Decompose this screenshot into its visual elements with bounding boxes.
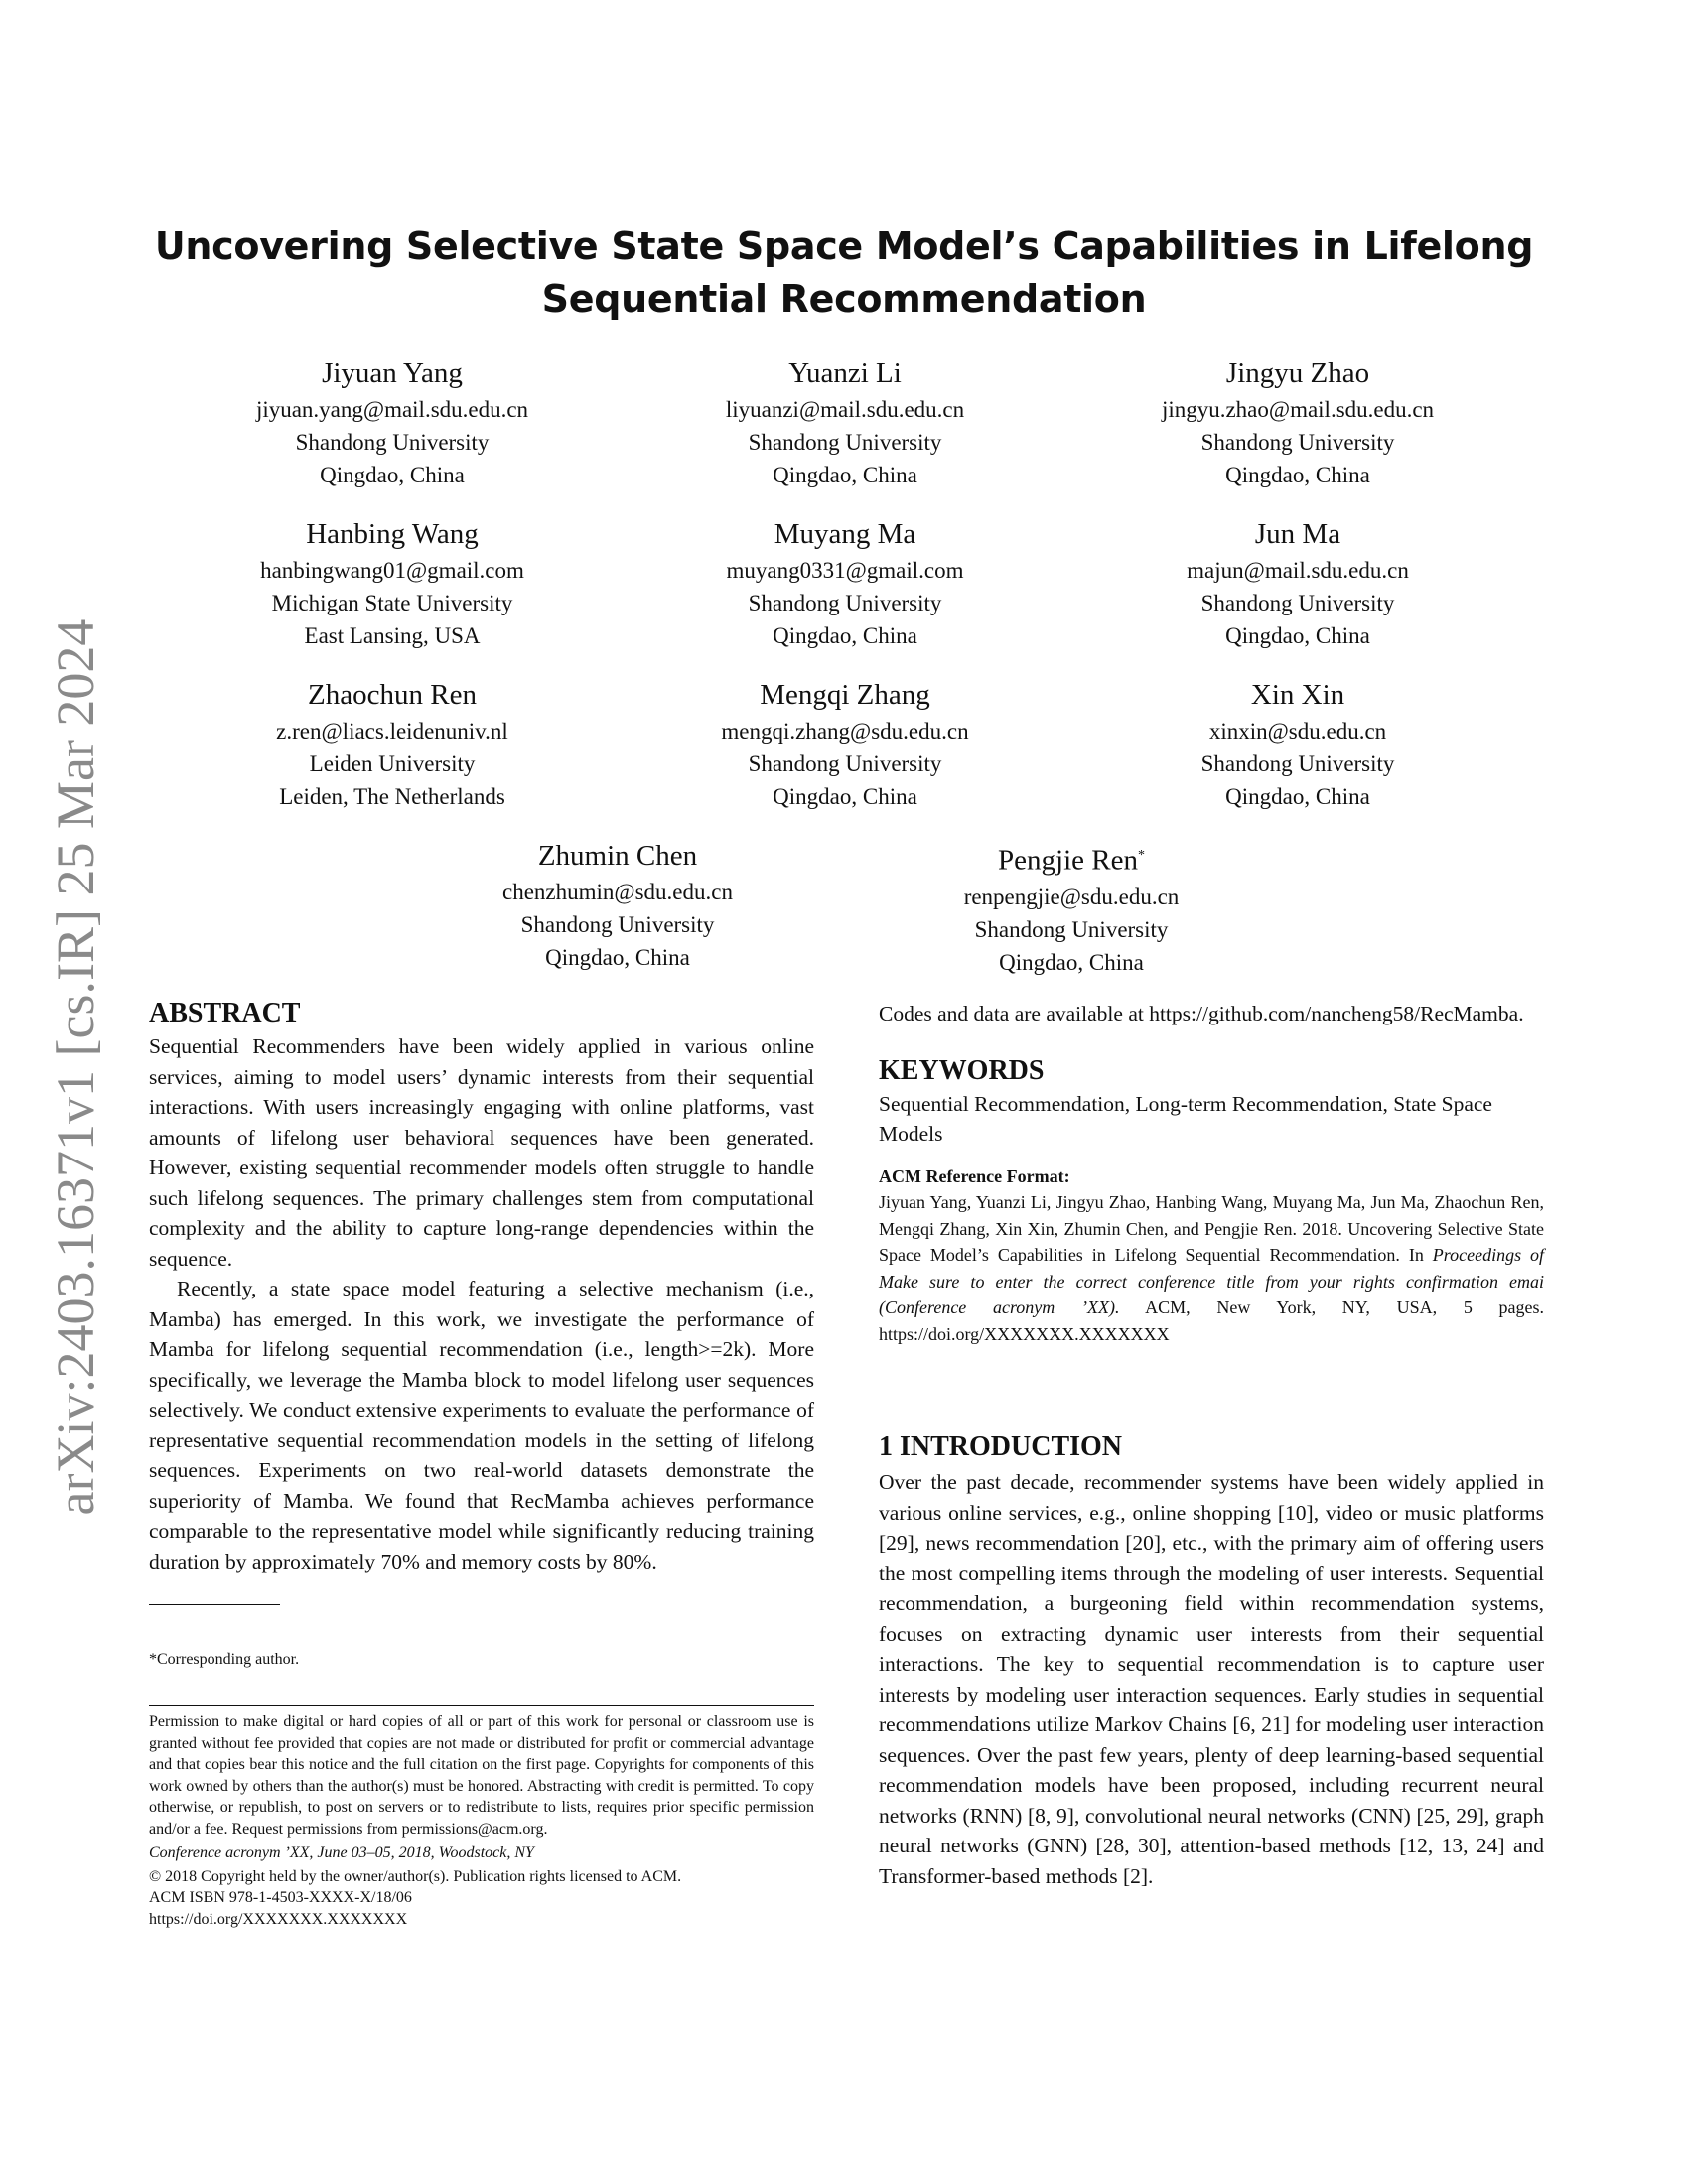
isbn-text: ACM ISBN 978-1-4503-XXXX-X/18/06 bbox=[149, 1889, 412, 1906]
introduction-paragraph: Over the past decade, recommender systems have been widely applied in various online services, e.g., online shopping [10], video or music platforms [29], news recommendation [20], etc., with the primary aim of offering users the most compelling items through the modeling of user interests. Sequential recommendation, a burgeoning field within recommendation systems, focuses on extracting dynamic user interests from their sequential interactions. The key to sequential recommendation is to capture user interests by modeling user interaction sequences. Early studies in sequential recommendations utilize Markov Chains [6, 21] for modeling user interaction sequences. Over the past few years, plenty of deep learning-based sequential recommendation models have been proposed, including recurrent neural networks (RNN) [8, 9], convolutional neural networks (CNN) [25, 29], graph neural networks (GNN) [28, 30], attention-based methods [12, 13, 24] and Transformer-based methods [2]. bbox=[879, 1470, 1544, 1888]
footnote-corresponding: *Corresponding author. bbox=[149, 1651, 300, 1668]
permission-rule bbox=[149, 1705, 814, 1706]
permission-block bbox=[149, 1711, 814, 1930]
author-name: Hanbing Wang bbox=[306, 518, 479, 550]
author-email[interactable]: xinxin@sdu.edu.cn bbox=[1208, 719, 1387, 744]
author-name: Xin Xin bbox=[1250, 679, 1345, 711]
author-block bbox=[164, 355, 621, 491]
author-email[interactable]: mengqi.zhang@sdu.edu.cn bbox=[721, 719, 969, 744]
author-location: Qingdao, China bbox=[1225, 623, 1370, 648]
doi-link[interactable]: https://doi.org/XXXXXXX.XXXXXXX bbox=[149, 1910, 408, 1928]
author-name: Mengqi Zhang bbox=[760, 679, 930, 711]
author-affiliation: Shandong University bbox=[295, 430, 490, 455]
author-affiliation: Shandong University bbox=[748, 751, 942, 776]
author-location: Qingdao, China bbox=[320, 463, 465, 487]
copyright-text: © 2018 Copyright held by the owner/author(s). Publication rights licensed to ACM. bbox=[149, 1867, 682, 1885]
author-location: Qingdao, China bbox=[1225, 463, 1370, 487]
author-block bbox=[164, 677, 621, 813]
author-location: Leiden, The Netherlands bbox=[279, 784, 505, 809]
author-location: Qingdao, China bbox=[1225, 784, 1370, 809]
acm-reference bbox=[879, 1163, 1544, 1348]
author-email[interactable]: majun@mail.sdu.edu.cn bbox=[1187, 558, 1409, 583]
author-location: Qingdao, China bbox=[773, 623, 917, 648]
author-block bbox=[617, 677, 1073, 813]
paper-title: Uncovering Selective State Space Model’s Capabilities in Lifelong Sequential Recommendation bbox=[154, 224, 1534, 321]
code-availability: Codes and data are available at https://github.com/nancheng58/RecMamba. bbox=[879, 1002, 1524, 1025]
acm-reference-doi: ACM, New York, NY, USA, 5 pages. https://doi.org/XXXXXXX.XXXXXXX bbox=[879, 1297, 1544, 1344]
author-block bbox=[164, 516, 621, 652]
author-location: Qingdao, China bbox=[999, 949, 1144, 975]
arxiv-stamp-text: arXiv:2403.16371v1 [cs.IR] 25 Mar 2024 bbox=[46, 618, 105, 1516]
author-location: Qingdao, China bbox=[773, 784, 917, 809]
author-name: Zhaochun Ren bbox=[308, 679, 477, 711]
author-email[interactable]: liyuanzi@mail.sdu.edu.cn bbox=[725, 397, 965, 422]
author-email[interactable]: jiyuan.yang@mail.sdu.edu.cn bbox=[255, 397, 529, 422]
footnote-rule bbox=[149, 1604, 280, 1605]
author-name: Zhumin Chen bbox=[537, 840, 698, 872]
abstract-heading: ABSTRACT bbox=[149, 998, 301, 1028]
author-affiliation: Shandong University bbox=[1200, 430, 1395, 455]
author-location: Qingdao, China bbox=[773, 463, 917, 487]
author-location: Qingdao, China bbox=[545, 945, 690, 970]
abstract-section bbox=[149, 996, 814, 1576]
author-name: Jun Ma bbox=[1254, 518, 1341, 550]
author-affiliation: Shandong University bbox=[1200, 751, 1395, 776]
author-name: Jiyuan Yang bbox=[322, 357, 463, 389]
author-block bbox=[1069, 355, 1526, 491]
author-email[interactable]: renpengjie@sdu.edu.cn bbox=[963, 884, 1180, 909]
author-name: Yuanzi Li bbox=[788, 357, 902, 389]
author-block bbox=[843, 838, 1300, 979]
author-name: Pengjie Ren* bbox=[998, 844, 1145, 877]
acm-reference-venue: Proceedings of Make sure to enter the correct conference title from your rights confirmation emai (Conference acronym ’XX). bbox=[879, 1245, 1544, 1317]
author-email[interactable]: jingyu.zhao@mail.sdu.edu.cn bbox=[1161, 397, 1435, 422]
right-column bbox=[879, 999, 1544, 1888]
abstract-paragraph: Recently, a state space model featuring a selective mechanism (i.e., Mamba) has emerged. In this work, we investigate the performance of Mamba for lifelong sequential recommendation (i.e., length>=2k). More specifically, we leverage the Mamba block to model lifelong user sequences selectively. We conduct extensive experiments to evaluate the performance of representative sequential recommendation models in the setting of lifelong sequences. Experiments on two real-world datasets demonstrate the superiority of Mamba. We found that RecMamba achieves performance comparable to the representative model while significantly reducing training duration by approximately 70% and memory costs by 80%. bbox=[149, 1277, 814, 1573]
author-affiliation: Shandong University bbox=[748, 591, 942, 615]
permission-text: Permission to make digital or hard copies of all or part of this work for personal or classroom use is granted without fee provided that copies are not made or distributed for profit or commercial advantage and that copies bear this notice and the full citation on the first page. Copyrights for components of this work owned by others than the author(s) must be honored. Abstracting with credit is permitted. To copy otherwise, or republish, to post on servers or to redistribute to lists, requires prior specific permission and/or a fee. Request permissions from permissions@acm.org. bbox=[149, 1713, 814, 1838]
author-email[interactable]: muyang0331@gmail.com bbox=[726, 558, 964, 583]
author-name: Jingyu Zhao bbox=[1225, 357, 1370, 389]
conference-info: Conference acronym ’XX, June 03–05, 2018, Woodstock, NY bbox=[149, 1844, 534, 1861]
author-block bbox=[617, 355, 1073, 491]
abstract-paragraph: Sequential Recommenders have been widely applied in various online services, aiming to model users’ dynamic interests from their sequential interactions. With users increasingly engaging with online platforms, vast amounts of lifelong user behavioral sequences have been generated. However, existing sequential recommender models often struggle to handle such lifelong sequences. The primary challenges stem from computational complexity and the ability to capture long-range dependencies within the sequence. bbox=[149, 1034, 814, 1271]
author-affiliation: Shandong University bbox=[1200, 591, 1395, 615]
author-name: Muyang Ma bbox=[774, 518, 916, 550]
author-block bbox=[1069, 677, 1526, 813]
author-block bbox=[389, 838, 846, 974]
author-email[interactable]: hanbingwang01@gmail.com bbox=[260, 558, 524, 583]
acm-reference-text: Jiyuan Yang, Yuanzi Li, Jingyu Zhao, Hanbing Wang, Muyang Ma, Jun Ma, Zhaochun Ren, Mengqi Zhang, Xin Xin, Zhumin Chen, and Pengjie Ren. 2018. Uncovering Selective State Space Model’s Capabilities in Lifelong Sequential Recommendation. In bbox=[879, 1192, 1544, 1265]
author-affiliation: Michigan State University bbox=[271, 591, 513, 615]
acm-reference-heading: ACM Reference Format: bbox=[879, 1165, 1070, 1186]
introduction-heading: 1 INTRODUCTION bbox=[879, 1432, 1123, 1462]
author-email[interactable]: z.ren@liacs.leidenuniv.nl bbox=[276, 719, 508, 744]
author-block bbox=[617, 516, 1073, 652]
author-affiliation: Leiden University bbox=[309, 751, 476, 776]
author-affiliation: Shandong University bbox=[974, 916, 1169, 942]
author-block bbox=[1069, 516, 1526, 652]
keywords-text: Sequential Recommendation, Long-term Recommendation, State Space Models bbox=[879, 1091, 1492, 1146]
keywords-heading: KEYWORDS bbox=[879, 1054, 1045, 1086]
author-email[interactable]: chenzhumin@sdu.edu.cn bbox=[502, 880, 733, 904]
author-location: East Lansing, USA bbox=[304, 623, 481, 648]
author-affiliation: Shandong University bbox=[748, 430, 942, 455]
author-affiliation: Shandong University bbox=[520, 912, 715, 937]
